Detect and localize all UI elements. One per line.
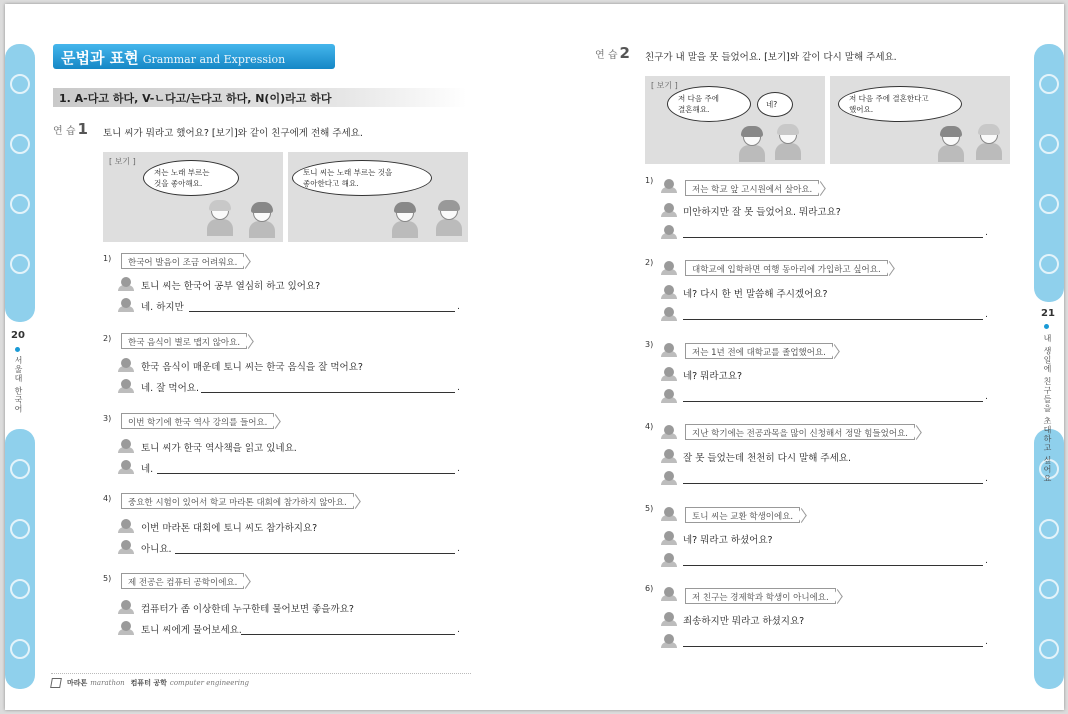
answer-line[interactable]: [683, 319, 983, 320]
left-side-tab-top: [5, 44, 35, 322]
exercise-1-label: 연 습 1: [53, 120, 88, 138]
speaker-icon: [118, 379, 134, 393]
speaker-icon: [118, 358, 134, 372]
example-label: [ 보기 ]: [109, 157, 136, 166]
example-bubble: 저 다음 주에 결혼해요.: [667, 86, 751, 122]
exercise-2-instruction: 친구가 내 말을 못 들었어요. [보기]와 같이 다시 말해 주세요.: [645, 52, 897, 63]
answer-prefix: 토니 씨에게 물어보세요.: [141, 625, 242, 636]
friend-illustration: [436, 202, 462, 236]
answer-prefix: 네. 잘 먹어요.: [141, 383, 199, 394]
answer-line[interactable]: [683, 646, 983, 647]
answer-line[interactable]: [157, 473, 455, 474]
speaker-icon: [661, 612, 677, 626]
speaker-icon: [661, 553, 677, 567]
speech-prompt: 중요한 시험이 있어서 학교 마라톤 대회에 참가하지 않아요.: [121, 493, 354, 509]
speaker-icon: [661, 507, 677, 521]
example-panel-2b: [830, 76, 1010, 164]
example-label: [ 보기 ]: [651, 81, 678, 90]
speaker-icon: [661, 225, 677, 239]
answer-line[interactable]: [683, 565, 983, 566]
answer-line[interactable]: [683, 401, 983, 402]
example-answer-bubble: 저 다음 주에 결혼한다고 했어요.: [838, 86, 962, 122]
answer-prefix: 네.: [141, 464, 154, 475]
left-page-number: 20: [11, 330, 25, 341]
question-text: 컴퓨터가 좀 이상한데 누구한테 물어보면 좋을까요?: [141, 604, 354, 615]
question-text: 토니 씨는 한국어 공부 열심히 하고 있어요?: [141, 281, 321, 292]
speaker-icon: [661, 179, 677, 193]
speaker-icon: [661, 343, 677, 357]
section-title: 1. A-다고 하다, V-ㄴ다고/는다고 하다, N(이)라고 하다: [53, 88, 467, 107]
exercise-1-instruction: 토니 씨가 뭐라고 했어요? [보기]와 같이 친구에게 전해 주세요.: [103, 128, 363, 139]
speaker-icon: [661, 261, 677, 275]
speaker-icon: [118, 439, 134, 453]
speaker-icon: [661, 203, 677, 217]
speaker-icon: [118, 519, 134, 533]
answer-line[interactable]: [241, 634, 455, 635]
speaker-icon: [661, 285, 677, 299]
speaker-icon: [661, 449, 677, 463]
speaker-icon: [661, 307, 677, 321]
speech-prompt: 한국 음식이 별로 맵지 않아요.: [121, 333, 247, 349]
speaker-icon: [661, 587, 677, 601]
question-text: 이번 마라톤 대회에 토니 씨도 참가하지요?: [141, 523, 318, 534]
speech-prompt: 대학교에 입학하면 여행 동아리에 가입하고 싶어요.: [685, 260, 888, 276]
boy-illustration: [775, 126, 801, 160]
answer-line[interactable]: [175, 553, 455, 554]
grammar-title: [53, 44, 335, 69]
left-side-title: 서울대 한국어: [14, 356, 23, 414]
answer-line[interactable]: [189, 311, 455, 312]
speaker-icon: [118, 460, 134, 474]
boy-illustration: [976, 126, 1002, 160]
speaker-icon: [661, 471, 677, 485]
speech-prompt: 제 전공은 컴퓨터 공학이에요.: [121, 573, 244, 589]
pencil-icon: [50, 678, 62, 688]
question-text: 네? 뭐라고요?: [683, 371, 742, 382]
exercise-2-label: 연 습 2: [595, 44, 630, 62]
example-bubble: 저는 노래 부르는 것을 좋아해요.: [143, 160, 239, 196]
answer-line[interactable]: [201, 392, 455, 393]
girl-illustration: [392, 204, 418, 238]
speaker-icon: [661, 634, 677, 648]
speaker-icon: [118, 298, 134, 312]
answer-prefix: 네. 하지만: [141, 302, 184, 313]
speech-prompt: 토니 씨는 교환 학생이에요.: [685, 507, 800, 523]
right-page-dot: [1044, 324, 1049, 329]
right-page-number: 21: [1041, 308, 1055, 319]
answer-line[interactable]: [683, 237, 983, 238]
speech-prompt: 저는 학교 앞 고시원에서 살아요.: [685, 180, 819, 196]
question-text: 잘 못 들었는데 천천히 다시 말해 주세요.: [683, 453, 851, 464]
speaker-icon: [661, 389, 677, 403]
speaker-icon: [661, 367, 677, 381]
speaker-icon: [118, 600, 134, 614]
grammar-title-en: Grammar and Expression: [142, 53, 286, 66]
answer-line[interactable]: [683, 483, 983, 484]
answer-prefix: 아니요.: [141, 544, 172, 555]
right-side-tab-top: [1034, 44, 1064, 302]
grammar-title-ko: 문법과 표현: [61, 49, 139, 67]
speech-prompt: 지난 학기에는 전공과목을 많이 신청해서 정말 힘들었어요.: [685, 424, 915, 440]
speech-prompt: 저 친구는 경제학과 학생이 아니에요.: [685, 588, 836, 604]
speech-prompt: 이번 학기에 한국 역사 강의를 들어요.: [121, 413, 274, 429]
girl-illustration: [249, 204, 275, 238]
boy-illustration: [207, 202, 233, 236]
speaker-icon: [661, 531, 677, 545]
question-text: 토니 씨가 한국 역사책을 읽고 있네요.: [141, 443, 297, 454]
speaker-icon: [118, 621, 134, 635]
question-text: 네? 뭐라고 하셨어요?: [683, 535, 773, 546]
example-panel-2a: [645, 76, 825, 164]
left-page-dot: [15, 347, 20, 352]
question-text: 죄송하지만 뭐라고 하셨지요?: [683, 616, 805, 627]
question-text: 한국 음식이 매운데 토니 씨는 한국 음식을 잘 먹어요?: [141, 362, 363, 373]
vocab-footer: 마라톤 marathon 컴퓨터 공학 computer engineering: [51, 673, 471, 688]
example-panel-1b: [288, 152, 468, 242]
speaker-icon: [118, 277, 134, 291]
speech-prompt: 한국어 발음이 조금 어려워요.: [121, 253, 244, 269]
speaker-icon: [118, 540, 134, 554]
question-text: 미안하지만 잘 못 들었어요. 뭐라고요?: [683, 207, 841, 218]
book-spread: 20 서울대 한국어 21 내 생일에 친구들을 초대하고 싶어요 문법과 표현 Grammar and Expression 1. A-다고 하다, V-ㄴ다고/는다고 하다, N(이)라고 하다 연 습 1 토니 씨가 뭐라고 했어요? [보기]와 같이 친구에게 전해 주세요. [ 보기 ] 저는 노래 부르는 것을 좋아해요. 토니 씨는 노래 부르는 것을 좋아한다고 해요. 1) 한국어 발음이 조금 어려워요. 토니 씨는 한국어 공부 열심히 하고 있어요? 네. 하지만 . 2) 한국 음식이 별로 맵지 않아요. 한국 음식이 매운데 토니 씨는 한국 음식을 잘 먹어요? 네. 잘 먹어요. . 3) 이번 학기에 한국 역사 강의를 들어요. 토니 씨가 한국 역사책을 읽고 있네요. 네. . 4) 중요한 시험이 있어서 학교 마라톤 대회에 참가하지 않아요. 이번 마라톤 대회에 토니 씨도 참가하지요? 아니요. . 5) 제 전공은 컴퓨터 공학이에요. 컴퓨터가 좀 이상한데 누구한테 물어보면 좋을까요? 토니 씨에게 물어보세요. . 마라톤 marathon 컴퓨터 공학 computer engineering 연 습 2 친구가 내 말을 못 들었어요. [보기]와 같이 다시 말해 주세요. [ 보기 ] 저 다음 주에 결혼해요. 네? 저 다음 주에 결혼한다고 했어요. 1) 저는 학교 앞 고시원에서 살아요. 미안하지만 잘 못 들었어요. 뭐라고요? . 2) 대학교에 입학하면 여행 동아리에 가입하고 싶어요. 네? 다시 한 번 말씀해 주시겠어요? . 3) 저는 1년 전에 대학교를 졸업했어요. 네? 뭐라고요? . 4) 지난 학기에는 전공과목을 많이 신청해서 정말 힘들었어요. 잘 못 들었는데 천천히 다시 말해 주세요. . 5) 토니 씨는 교환 학생이에요. 네? 뭐라고 하셨어요? . 6) 저 친구는 경제학과 학생이 아니에요. 죄송하지만 뭐라고 하셨지요? .: [5, 4, 1064, 710]
question-text: 네? 다시 한 번 말씀해 주시겠어요?: [683, 289, 828, 300]
speech-prompt: 저는 1년 전에 대학교를 졸업했어요.: [685, 343, 833, 359]
girl-illustration: [938, 128, 964, 162]
example-question-bubble: 네?: [757, 92, 793, 117]
girl-illustration: [739, 128, 765, 162]
example-panel-1a: [103, 152, 283, 242]
right-side-title: 내 생일에 친구들을 초대하고 싶어요: [1043, 334, 1052, 484]
speaker-icon: [661, 425, 677, 439]
example-answer-bubble: 토니 씨는 노래 부르는 것을 좋아한다고 해요.: [292, 160, 432, 196]
left-side-tab-bottom: [5, 429, 35, 689]
